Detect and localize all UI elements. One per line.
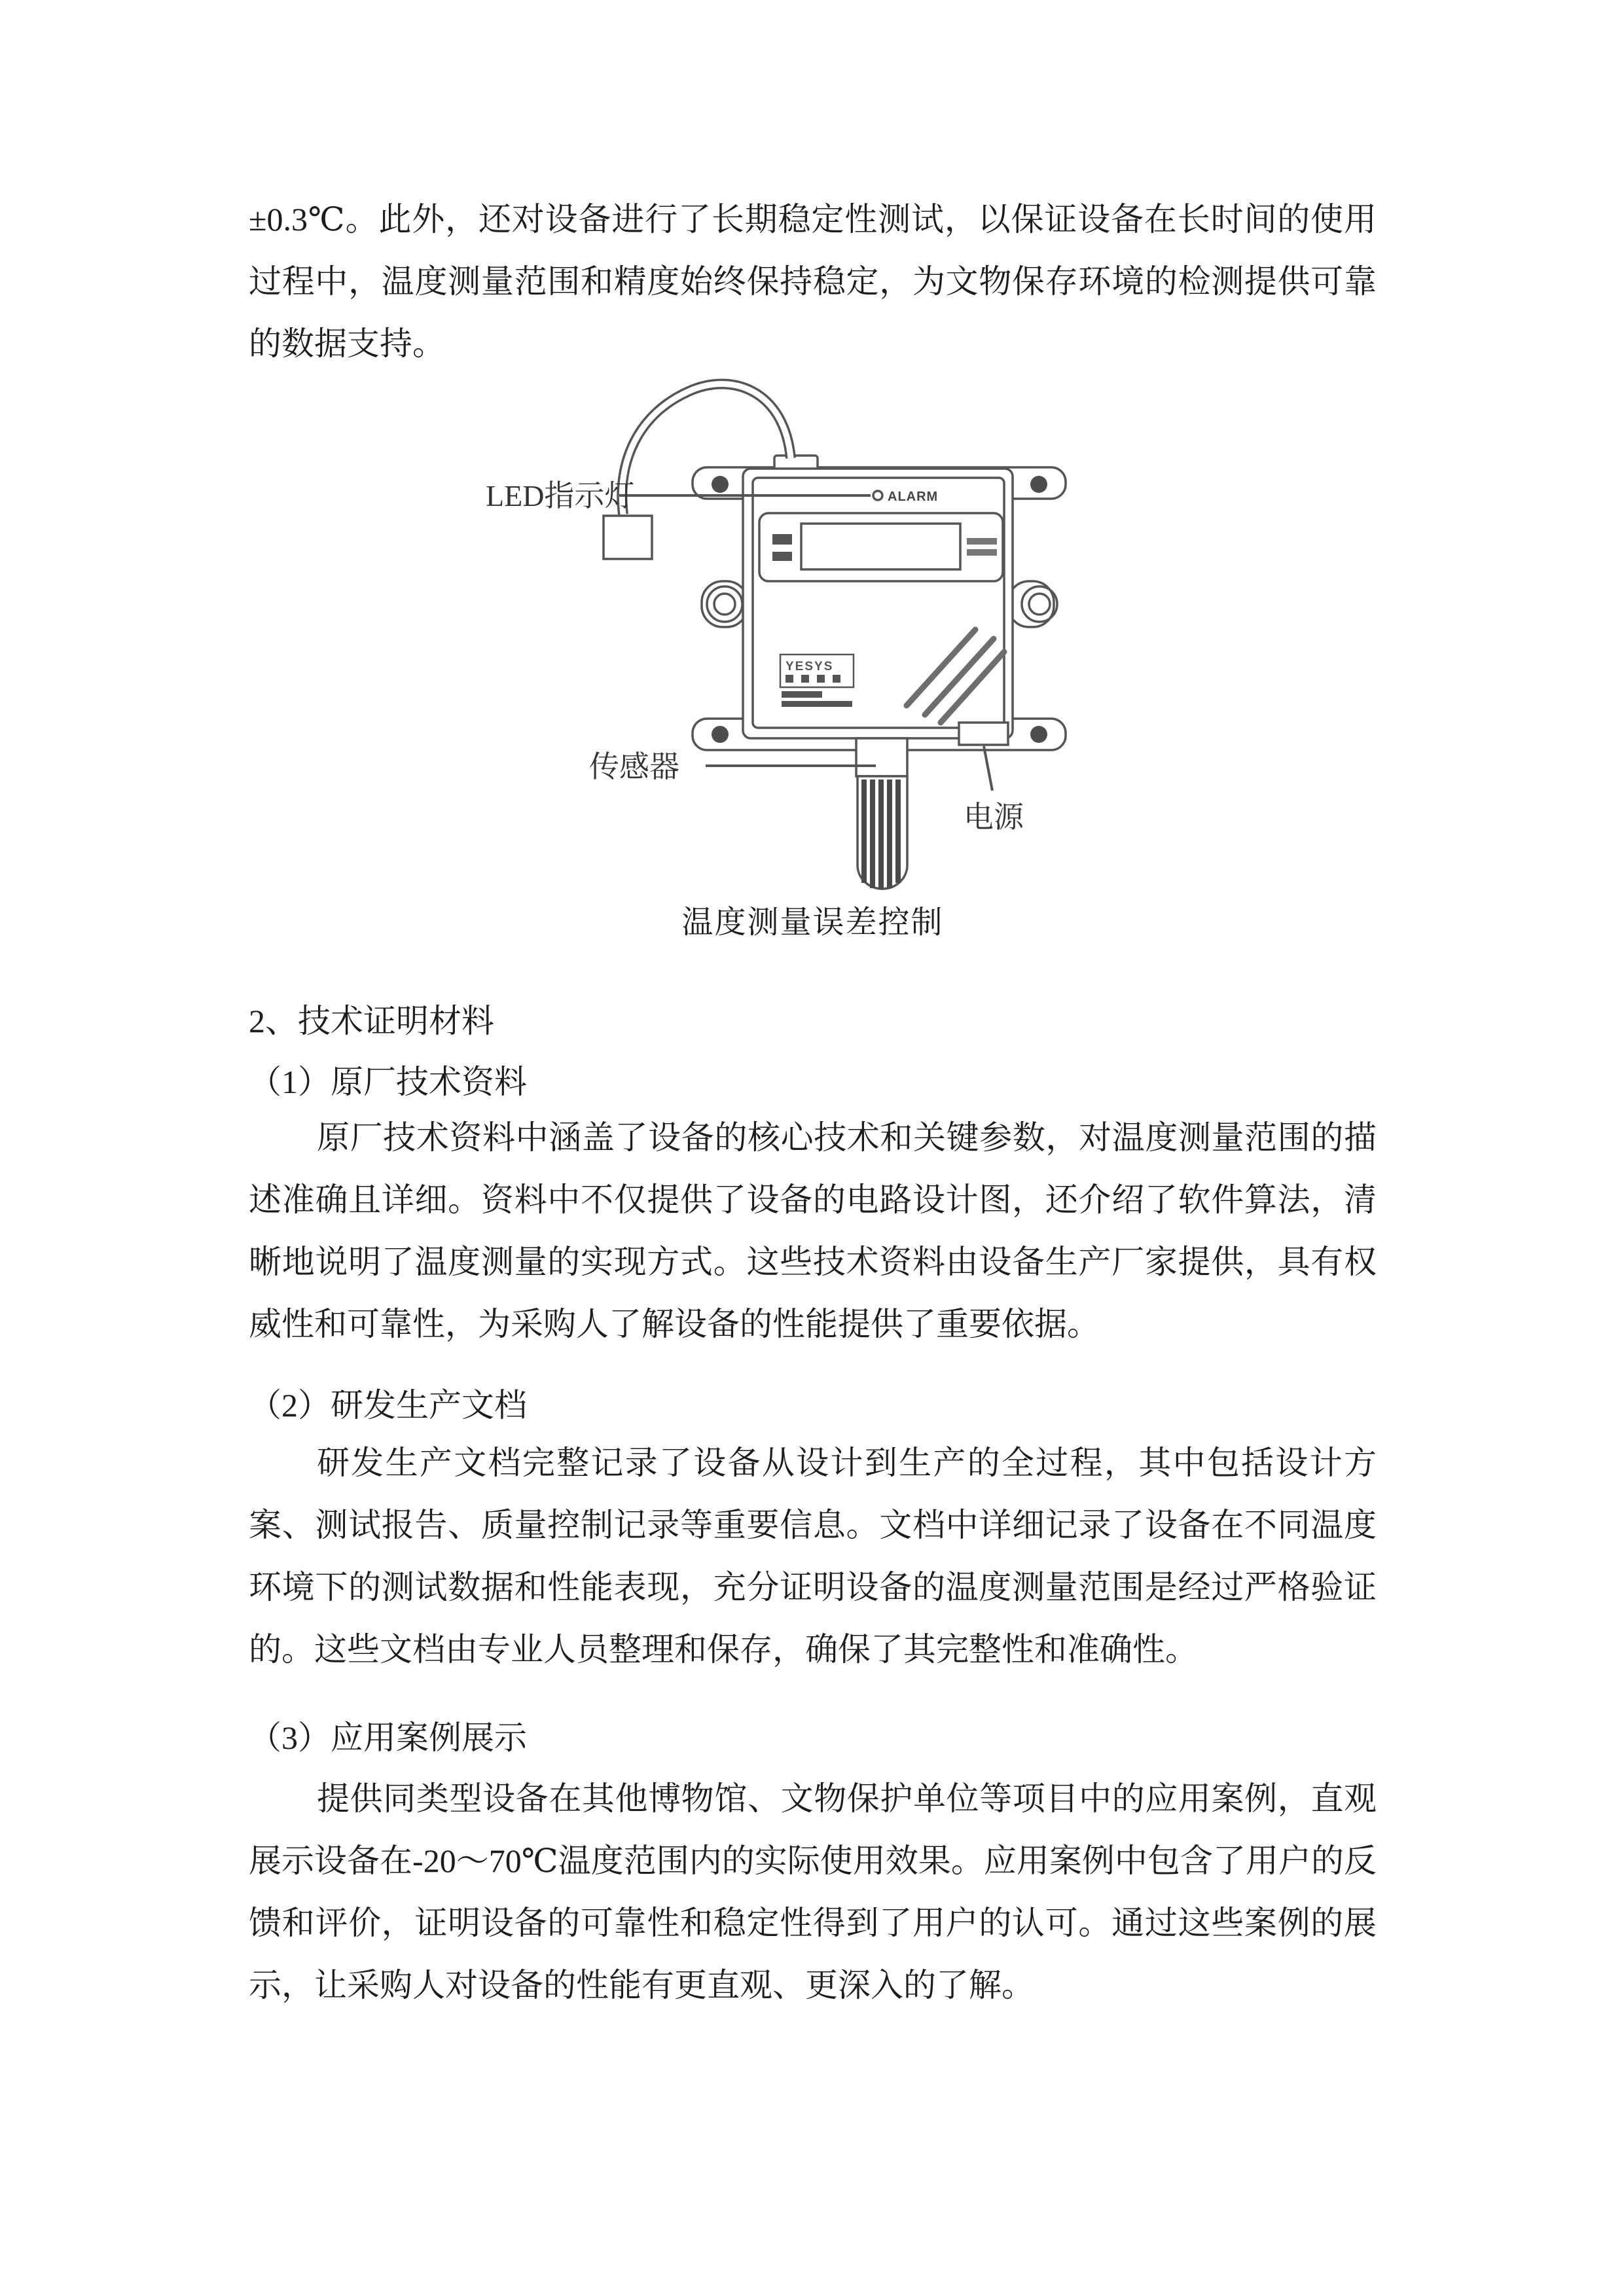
text-line: 过程中，温度测量范围和精度始终保持稳定，为文物保存环境的检测提供可靠: [249, 263, 1377, 300]
led-label: LED指示灯: [486, 479, 635, 512]
text-line: 提供同类型设备在其他博物馆、文物保护单位等项目中的应用案例，直观: [317, 1780, 1377, 1817]
text-line: 环境下的测试数据和性能表现，充分证明设备的温度测量范围是经过严格验证: [249, 1569, 1377, 1605]
figure-caption: 温度测量误差控制: [681, 905, 944, 940]
screw-icon: [712, 726, 729, 743]
lcd-screen: [801, 524, 960, 569]
screw-icon: [712, 476, 729, 493]
paragraph-sub2: [249, 1432, 1377, 1681]
brand-logo-text: YESYS: [785, 660, 834, 673]
power-leader-line: [984, 746, 992, 791]
subsection-heading-3: （3）应用案例展示: [249, 1719, 527, 1756]
subsection-heading-2: （2）研发生产文档: [249, 1387, 527, 1424]
text-line: 原厂技术资料中涵盖了设备的核心技术和关键参数，对温度测量范围的描: [317, 1119, 1377, 1156]
text-line: 晰地说明了温度测量的实现方式。这些技术资料由设备生产厂家提供，具有权: [249, 1244, 1377, 1280]
power-connector: [959, 723, 1008, 745]
text-line: 威性和可靠性，为采购人了解设备的性能提供了重要依据。: [249, 1306, 1100, 1342]
paragraph-intro: [249, 188, 1377, 375]
led-indicator-box: [604, 516, 652, 559]
power-label: 电源: [964, 800, 1024, 834]
section-heading: 2、技术证明材料: [249, 1003, 494, 1039]
screw-icon: [1030, 476, 1047, 493]
device-diagram: [458, 360, 1113, 903]
text-line: 的。这些文档由专业人员整理和保存，确保了其完整性和准确性。: [249, 1631, 1198, 1668]
text-line: 馈和评价，证明设备的可靠性和稳定性得到了用户的认可。通过这些案例的展: [249, 1905, 1377, 1941]
paragraph-sub3: [249, 1768, 1377, 2017]
panel-mark: [772, 534, 792, 545]
panel-fine-print: [967, 538, 997, 545]
left-ear-tab: [702, 581, 748, 627]
text-line: 示，让采购人对设备的性能有更直观、更深入的了解。: [249, 1967, 1034, 2003]
text-line: ±0.3℃。此外，还对设备进行了长期稳定性测试，以保证设备在长时间的使用: [249, 201, 1377, 238]
device-body: [743, 469, 1013, 738]
text-line: 述准确且详细。资料中不仅提供了设备的电路设计图，还介绍了软件算法，清: [249, 1181, 1377, 1218]
text-line: 研发生产文档完整记录了设备从设计到生产的全过程，其中包括设计方: [317, 1444, 1377, 1481]
paragraph-sub1: [249, 1107, 1377, 1355]
text-line: 案、测试报告、质量控制记录等重要信息。文档中详细记录了设备在不同温度: [249, 1507, 1377, 1543]
screw-icon: [1030, 726, 1047, 743]
text-line: 展示设备在-20～70℃温度范围内的实际使用效果。应用案例中包含了用户的反: [249, 1842, 1377, 1879]
alarm-label: ALARM: [888, 490, 939, 504]
probe-neck: [856, 738, 907, 776]
panel-fine-print: [967, 549, 997, 556]
subsection-heading-1: （1）原厂技术资料: [249, 1064, 527, 1100]
panel-mark: [772, 552, 792, 561]
text-line: 的数据支持。: [249, 325, 445, 362]
sensor-label: 传感器: [589, 750, 679, 783]
